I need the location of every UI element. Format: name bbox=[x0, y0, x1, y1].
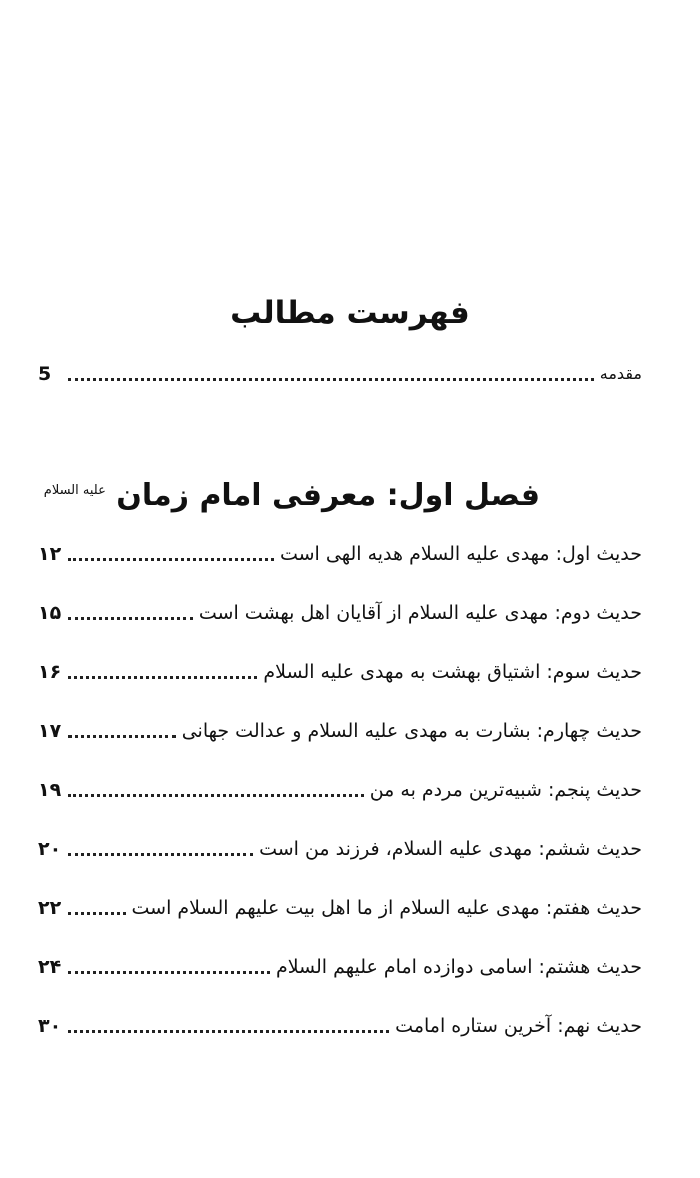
dot-leader bbox=[68, 536, 274, 572]
toc-entry[interactable] bbox=[38, 949, 642, 985]
dot-leader bbox=[68, 654, 257, 690]
toc-entry-label: حدیث پنجم: شبیه‌ترین مردم به من bbox=[369, 779, 642, 801]
toc-entry-intro[interactable] bbox=[38, 356, 642, 392]
toc-entry-label: حدیث چهارم: بشارت به مهدی عليه السلام و عدالت جهانی bbox=[181, 720, 642, 742]
toc-page-number: ۱۷ bbox=[38, 720, 62, 742]
toc-page-number: ۱۵ bbox=[38, 602, 62, 624]
dot-leader bbox=[68, 831, 253, 867]
dot-leader bbox=[68, 356, 594, 392]
honorific-glyph: عليه السلام bbox=[43, 483, 106, 498]
toc-page-number: 5 bbox=[38, 363, 52, 385]
toc-entry-label: حدیث هفتم: مهدی عليه السلام از ما اهل بیت عليهم السلام است bbox=[131, 897, 642, 919]
dot-leader bbox=[68, 949, 270, 985]
toc-page-number: ۲۴ bbox=[38, 956, 62, 978]
toc-entry[interactable] bbox=[38, 713, 642, 749]
dot-leader bbox=[68, 713, 176, 749]
toc-entry[interactable] bbox=[38, 890, 642, 926]
toc-entry-label: حدیث سوم: اشتیاق بهشت به مهدی عليه السلام bbox=[263, 661, 642, 683]
dot-leader bbox=[68, 772, 364, 808]
toc-page-number: ۲۲ bbox=[38, 897, 62, 919]
toc-page-number: ۲۰ bbox=[38, 838, 62, 860]
toc-entry[interactable] bbox=[38, 1008, 642, 1044]
chapter-title: فصل اول: معرفی امام زمان bbox=[116, 478, 540, 513]
toc-entry[interactable] bbox=[38, 654, 642, 690]
toc-entry[interactable] bbox=[38, 536, 642, 572]
toc-entry[interactable] bbox=[38, 595, 642, 631]
toc-entry-label: حدیث دوم: مهدی عليه السلام از آقایان اهل بهشت است bbox=[198, 602, 642, 624]
toc-entry-label: حدیث ششم: مهدی عليه السلام، فرزند من است bbox=[259, 838, 642, 860]
toc-entry-label: مقدمه bbox=[599, 364, 642, 383]
dot-leader bbox=[68, 890, 126, 926]
toc-entry[interactable] bbox=[38, 772, 642, 808]
toc-entry[interactable] bbox=[38, 831, 642, 867]
toc-entry-label: حدیث هشتم: اسامی دوازده امام عليهم السلام bbox=[275, 956, 642, 978]
chapter-heading bbox=[0, 466, 540, 521]
toc-page-number: ۱۹ bbox=[38, 779, 62, 801]
dot-leader bbox=[68, 595, 193, 631]
toc-entry-label: حدیث اول: مهدی عليه السلام هدیه الهی است bbox=[279, 543, 642, 565]
dot-leader bbox=[68, 1008, 389, 1044]
toc-page-number: ۳۰ bbox=[38, 1015, 62, 1037]
toc-entry-label: حدیث نهم: آخرین ستاره امامت bbox=[395, 1015, 642, 1037]
toc-page-number: ۱۲ bbox=[38, 543, 62, 565]
page-title: فهرست مطالب bbox=[230, 295, 470, 331]
toc-page-number: ۱۶ bbox=[38, 661, 62, 683]
